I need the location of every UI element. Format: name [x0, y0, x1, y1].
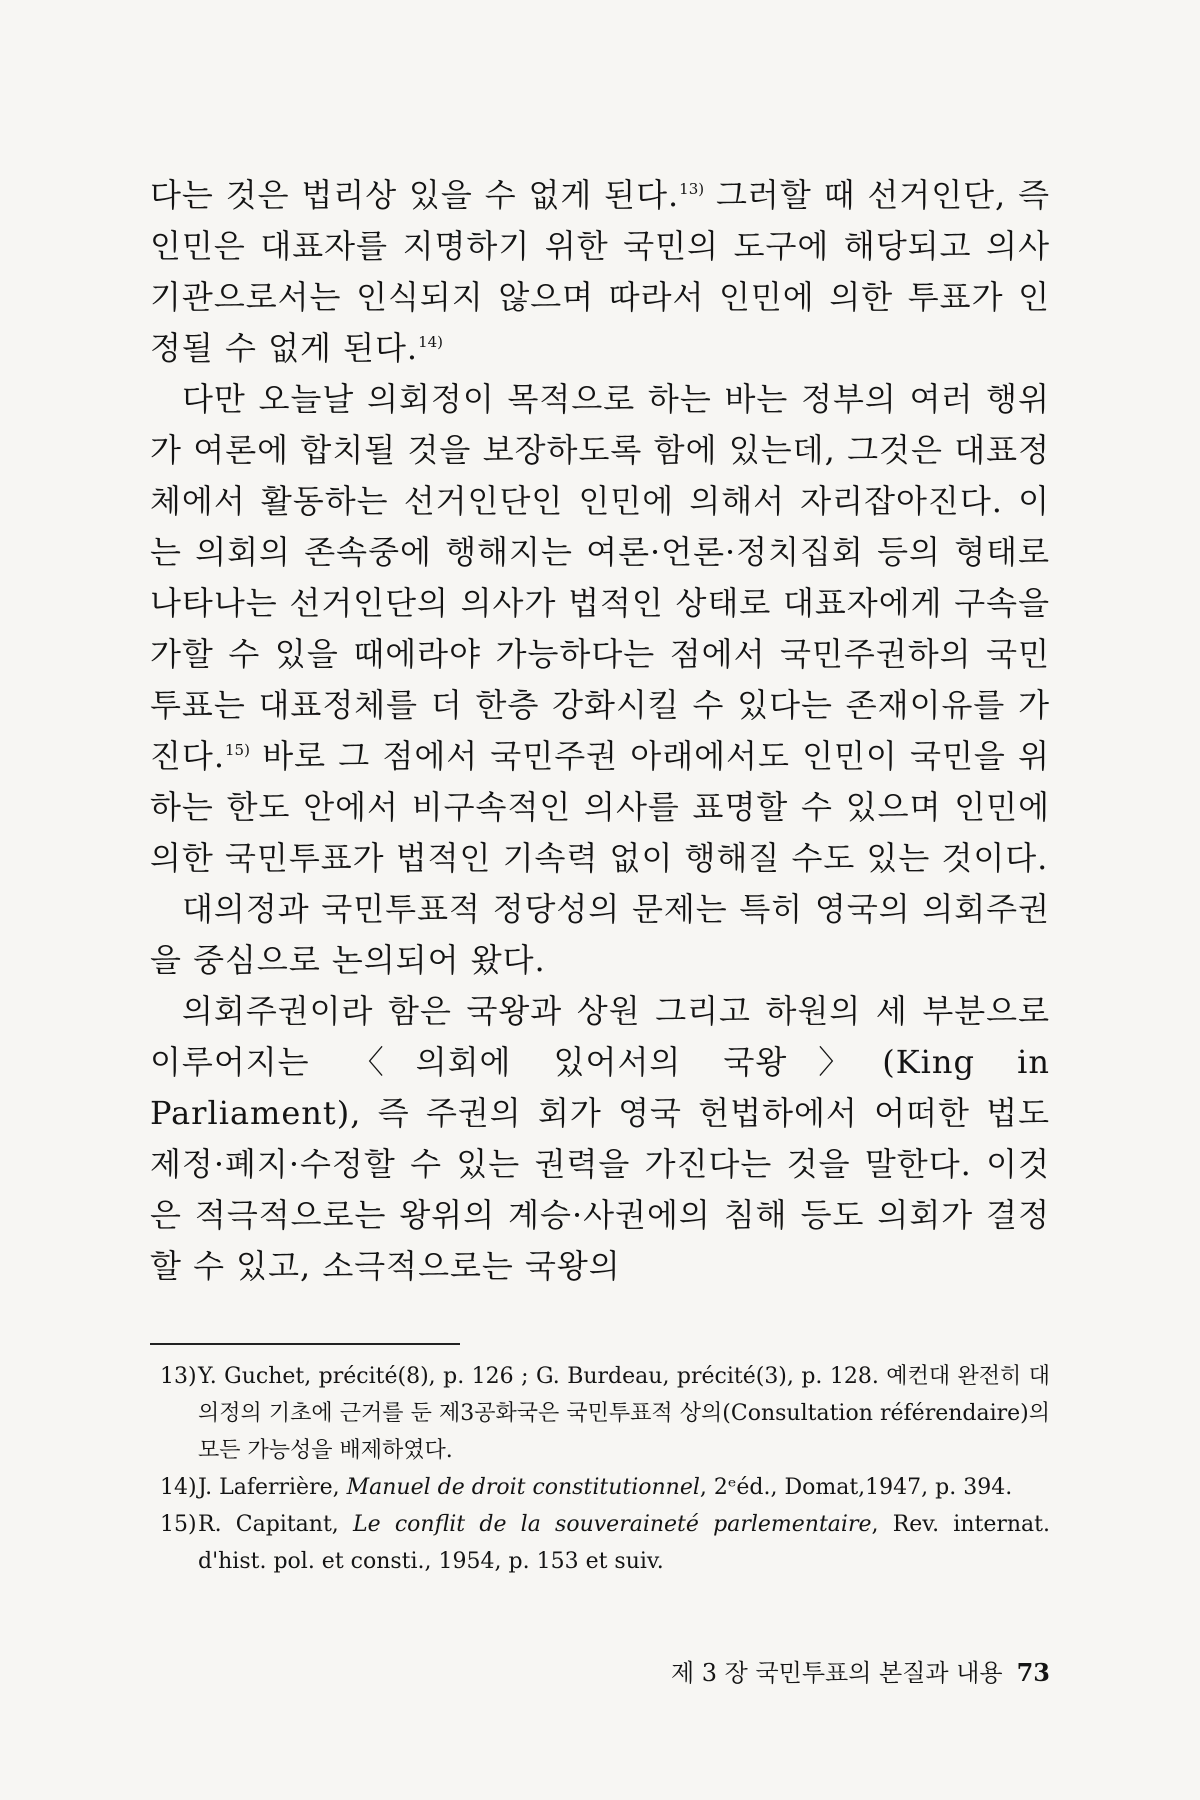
footnote-divider: [150, 1343, 460, 1345]
footnote-ref-14[interactable]: 14): [418, 333, 444, 351]
page-number: 73: [1016, 1658, 1050, 1687]
paragraph-2: [150, 374, 1050, 884]
footnotes: [160, 1358, 1050, 1580]
footnote-15: [160, 1506, 1050, 1580]
chapter-title: 제 3 장 국민투표의 본질과 내용: [670, 1659, 1003, 1687]
paragraph-3: 대의정과 국민투표적 정당성의 문제는 특히 영국의 의회주권을 중심으로 논의되어 왔다.: [150, 890, 1050, 979]
paragraph-1-text-a: 다는 것은 법리상 있을 수 없게 된다.: [150, 176, 680, 214]
footnote-13: [160, 1358, 1050, 1469]
footnote-title: Le conflit de la souveraineté parlementaire: [353, 1512, 872, 1537]
footnote-number: 14): [160, 1475, 197, 1500]
running-footer: [671, 1658, 1050, 1688]
paragraph-4: 의회주권이라 함은 국왕과 상원 그리고 하원의 세 부분으로 이루어지는 〈의회에 있어서의 국왕〉(King in Parliament), 즉 주권의 회가 영국 헌법하에서 어떠한 법도 제정·폐지·수정할 수 있는 권력을 가진다는 것을 말한다. 이것은 적극적으로는 왕위의 계승·사권에의 침해 등도 의회가 결정할 수 있고, 소극적으로는 국왕의: [150, 992, 1050, 1285]
paragraph-1-text-b: 그러할 때 선거인단, 즉 인민은 대표자를 지명하기 위한 국민의 도구에 해당되고 의사기관으로서는 인식되지 않으며 따라서 인민에 의한 투표가 인정될 수 없게 된다.: [150, 176, 1050, 367]
footnote-ref-15[interactable]: 15): [225, 741, 250, 759]
footnote-citation: , 2ᵉéd., Domat,1947, p. 394.: [699, 1475, 1013, 1500]
footnote-author: J. Laferrière,: [198, 1475, 347, 1500]
footnote-number: 15): [160, 1512, 197, 1537]
footnote-text: [198, 1469, 1050, 1506]
footnote-number: 13): [160, 1364, 197, 1389]
footnote-author: R. Capitant,: [198, 1512, 354, 1537]
body-text: [150, 170, 1050, 1292]
paragraph-2-text-b: 바로 그 점에서 국민주권 아래에서도 인민이 국민을 위하는 한도 안에서 비구속적인 의사를 표명할 수 있으며 인민에 의한 국민투표가 법적인 기속력 없이 행해질 수도 있는 것이다.: [150, 737, 1050, 877]
paragraph-2-text-a: 다만 오늘날 의회정이 목적으로 하는 바는 정부의 여러 행위가 여론에 합치될 것을 보장하도록 함에 있는데, 그것은 대표정체에서 활동하는 선거인단인 인민에 의해서 자리잡아진다. 이는 의회의 존속중에 행해지는 여론·언론·정치집회 등의 형태로 나타나는 선거인단의 의사가 법적인 상태로 대표자에게 구속을 가할 수 있을 때에라야 가능하다는 점에서 국민주권하의 국민투표는 대표정체를 더 한층 강화시킬 수 있다는 존재이유를 가진다.: [150, 380, 1050, 775]
footnote-14: [160, 1469, 1050, 1506]
footnote-text: [198, 1506, 1050, 1580]
paragraph-1: [150, 170, 1050, 374]
footnote-citation: , Rev. internat. d'hist. pol. et consti., 1954, p. 153 et suiv.: [198, 1512, 1051, 1574]
footnote-text: Y. Guchet, précité(8), p. 126 ; G. Burdeau, précité(3), p. 128. 예컨대 완전히 대의정의 기초에 근거를 둔 제3공화국은 국민투표적 상의(Consultation référendaire)의 모든 가능성을 배제하였다.: [198, 1364, 1050, 1463]
footnote-ref-13[interactable]: 13): [679, 180, 705, 198]
footnote-title: Manuel de droit constitutionnel: [346, 1475, 700, 1500]
